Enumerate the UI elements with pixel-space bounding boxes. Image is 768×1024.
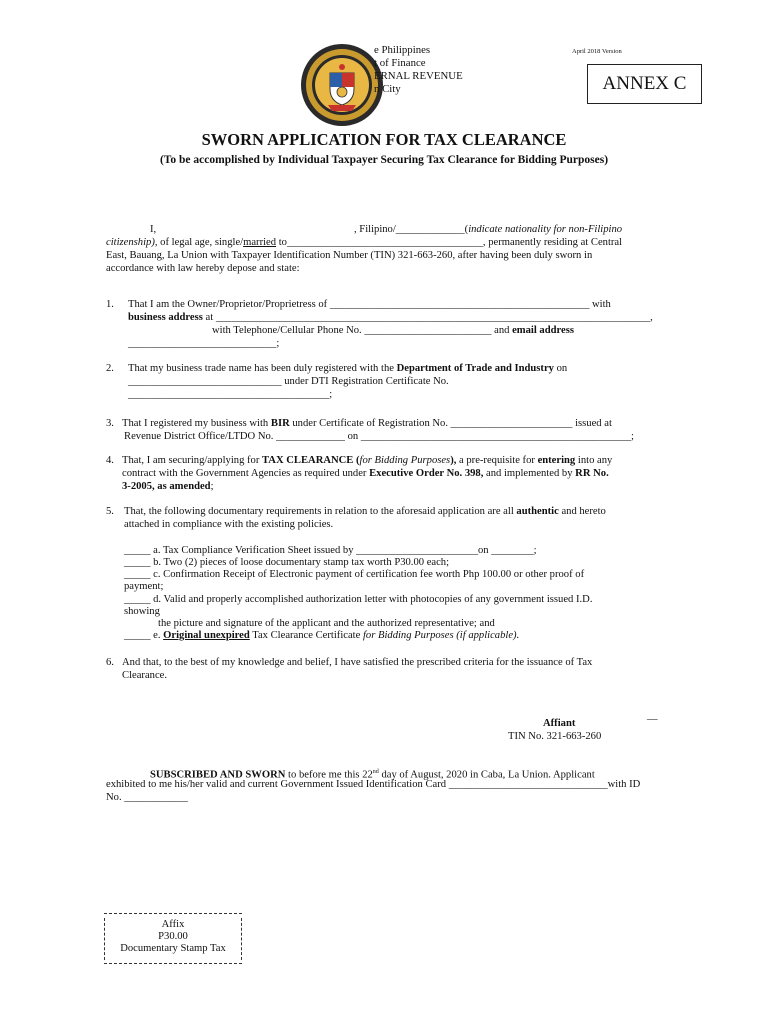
jurat-line2: exhibited to me his/her valid and current Government Issued Identification Card ______________________________with ID [106, 779, 641, 790]
item1-line1: That I am the Owner/Proprietor/Proprietress of _________________________________________________ with [128, 299, 611, 310]
item4-line1 [122, 455, 612, 468]
bir-seal-logo [300, 43, 384, 127]
annex-label: ANNEX C [602, 72, 687, 94]
item1-business-address: business address [128, 312, 203, 323]
item2-registered: That my business trade name has been duly registered with the [128, 363, 394, 374]
item1-number: 1. [106, 299, 114, 310]
form-subtitle: (To be accomplished by Individual Taxpayer Securing Tax Clearance for Bidding Purposes) [159, 154, 609, 166]
item1-address-blank: at __________________________________________________________________________________, [202, 312, 653, 323]
stamp-box-right-border [237, 918, 242, 960]
jurat-date-suffix: nd [372, 769, 379, 775]
item3-line2: Revenue District Office/LTDO No. _____________ on ___________________________________________________; [124, 431, 634, 442]
requirement-c-line1: _____ c. Confirmation Receipt of Electronic payment of certification fee worth Php 100.00 or other proof of [124, 569, 585, 580]
jurat-place: day of August, 2020 in Caba, La Union. Applicant [378, 769, 595, 781]
item5-number: 5. [106, 506, 114, 517]
item3-bir: BIR [270, 418, 290, 429]
requirement-d-line2: showing [124, 606, 160, 617]
requirement-e-blank: _____ e. [124, 630, 164, 641]
requirement-b: _____ b. Two (2) pieces of loose documentary stamp tax worth P30.00 each; [124, 557, 450, 568]
affiant-tin: TIN No. 321-663-260 [508, 731, 602, 742]
item4-contract: contract with the Government Agencies as required under [122, 468, 370, 479]
header-line-bureau: ERNAL REVENUE [374, 70, 463, 82]
intro-line3: East, Bauang, La Union with Taxpayer Identification Number (TIN) 321-663-260, after having been duly sworn in [106, 250, 593, 261]
item5-hereto: and hereto [558, 506, 606, 517]
affiant-label: Affiant [543, 718, 576, 729]
intro-i: I, [150, 224, 157, 235]
jurat-subscribed: SUBSCRIBED AND SWORN [150, 769, 286, 781]
item2-line3: ______________________________________; [128, 389, 333, 400]
requirement-d-line1: _____ d. Valid and properly accomplished authorization letter with photocopies of any government issued I.D. [124, 594, 593, 605]
item1-email: email address [512, 325, 574, 336]
intro-nationality: , Filipino/_____________( [354, 224, 469, 235]
intro-residing: to_____________________________________, permanently residing at Central [276, 237, 623, 248]
item4-close: ), [450, 455, 457, 466]
header-line-republic: e Philippines [374, 44, 431, 56]
item4-semicolon: ; [210, 481, 214, 492]
requirement-a: _____ a. Tax Compliance Verification Sheet issued by _______________________on ________; [124, 545, 537, 556]
jurat-line3: No. ____________ [106, 792, 188, 803]
requirement-e-original: Original unexpired [163, 630, 250, 641]
item1-phone: with Telephone/Cellular Phone No. ________________________ and [212, 325, 510, 336]
item4-line2 [122, 468, 609, 481]
requirement-e [124, 630, 519, 643]
item5-line1 [124, 506, 606, 519]
item4-securing: That, I am securing/applying for [122, 455, 263, 466]
item4-eo: Executive Order No. 398, [369, 468, 484, 479]
intro-line4: accordance with law hereby depose and state: [106, 263, 300, 274]
annex-box [587, 64, 702, 104]
item4-tax-clearance: TAX CLEARANCE ( [262, 455, 360, 466]
item6-number: 6. [106, 657, 114, 668]
item5-authentic: authentic [516, 506, 559, 517]
intro-married: married [243, 237, 277, 248]
header-line-city: n City [374, 83, 401, 95]
item1-line2 [128, 312, 653, 325]
documentary-stamp-box [104, 913, 242, 964]
item4-prereq: a pre-requisite for [456, 455, 538, 466]
item4-amended: 3-2005, as amended [122, 481, 211, 492]
stamp-box-left-border [104, 918, 109, 960]
item4-line3 [122, 481, 214, 494]
stamp-affix: Affix [161, 919, 185, 930]
form-title: SWORN APPLICATION FOR TAX CLEARANCE [201, 130, 567, 149]
item4-number: 4. [106, 455, 114, 466]
item4-bidding: for Bidding Purposes [359, 455, 451, 466]
intro-citizenship: citizenship), [106, 237, 158, 248]
item1-line3 [212, 325, 574, 338]
item4-entering: entering [537, 455, 576, 466]
item3-number: 3. [106, 418, 114, 429]
item5-line2: attached in compliance with the existing policies. [124, 519, 334, 530]
version-label: April 2018 Version [572, 48, 622, 55]
item3-registered: That I registered my business with [122, 418, 271, 429]
stamp-amount: P30.00 [158, 931, 188, 942]
item4-implemented: and implemented by [483, 468, 576, 479]
intro-line2 [106, 237, 622, 250]
item4-into: into any [575, 455, 613, 466]
item3-line1 [122, 418, 612, 431]
item6-line2: Clearance. [122, 670, 167, 681]
item2-number: 2. [106, 363, 114, 374]
item2-dti: Department of Trade and Industry [396, 363, 554, 374]
item4-rr: RR No. [575, 468, 609, 479]
item3-certificate: under Certificate of Registration No. _______________________ issued at [289, 418, 612, 429]
stamp-label: Documentary Stamp Tax [120, 943, 226, 954]
jurat-date: to before me this 22 [285, 769, 373, 781]
item6-line1: And that, to the best of my knowledge and belief, I have satisfied the prescribed criteria for the issuance of Tax [122, 657, 593, 668]
item2-on: on [553, 363, 568, 374]
intro-civil: of legal age, single/ [157, 237, 244, 248]
item1-line4: ____________________________; [128, 338, 280, 349]
item2-line2: _____________________________ under DTI Registration Certificate No. [128, 376, 449, 387]
affiant-signature-line: __ [647, 710, 658, 721]
item2-line1 [128, 363, 567, 376]
requirement-c-line2: payment; [124, 581, 164, 592]
intro-line1 [354, 224, 622, 237]
requirement-e-bidding: for Bidding Purposes (if applicable). [362, 630, 520, 641]
header-line-department: t of Finance [374, 57, 426, 69]
requirement-d-line3: the picture and signature of the applicant and the authorized representative; and [158, 618, 495, 629]
intro-nationality-note: indicate nationality for non-Filipino [468, 224, 623, 235]
requirement-e-certificate: Tax Clearance Certificate [249, 630, 363, 641]
item5-following: That, the following documentary requirements in relation to the aforesaid application are all [124, 506, 517, 517]
